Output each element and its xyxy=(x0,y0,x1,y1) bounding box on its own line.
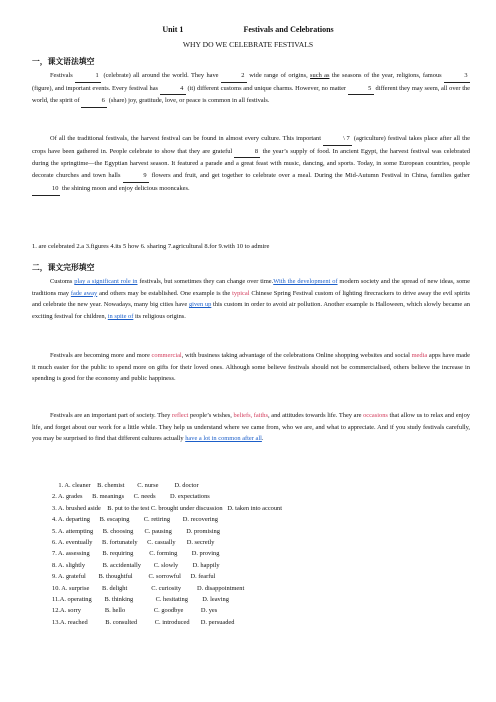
answer-blank: 9 xyxy=(123,170,149,183)
section-2-paragraph-2: Festivals are becoming more and more commercial, with business taking advantage of the celebrations Online shopping websites and social media apps have made it much easier for the public to spend more on gifts for their loved ones. Although some believe festivals should not be commercialised, others believe the increase in spending is good for the economy and public happiness. xyxy=(32,352,470,383)
answer-blank: 10 xyxy=(32,183,60,196)
highlighted-phrase: fade away xyxy=(70,289,98,297)
underlined-phrase: such as xyxy=(310,72,330,79)
highlighted-phrase: With the development of xyxy=(273,278,338,285)
option-row: 12.A. sorry B. hello C. goodbye D. yes xyxy=(52,607,218,615)
answer-blank: 4 xyxy=(160,83,186,96)
unit-title: Festivals and Celebrations xyxy=(243,25,334,34)
highlighted-word: occasions xyxy=(363,412,388,419)
answer-blank: 2 xyxy=(221,70,247,83)
unit-heading xyxy=(0,25,496,34)
section-2-paragraph-3: Festivals are an important part of society. They reflect people’s wishes, beliefs, faiths, and attitudes towards life. They are occasions that allow us to relax and enjoy life, and forget about our work for a little while. They help us understand where we came from, who we are, and what to appreciate. And if you study festivals carefully, you may be surprised to find that different cultures actually have a lot in common after all. xyxy=(32,412,470,443)
section-1-paragraph-1: Festivals 1 (celebrate) all around the world. They have 2 wide range of origins, such as the seasons of the year, religions, famous 3 (figure), and important events. Every festival has 4 (it) different customs and unique charms. However, no matter 5 different they may seem, all over the world, the spirit of 6 (share) joy, gratitude, love, or peace is common in all festivals. xyxy=(32,70,470,108)
highlighted-word: commercial xyxy=(151,352,182,359)
option-row: 5. A. attempting B. choosing C. pausing D. promising xyxy=(52,527,220,535)
section-2-paragraph-1: Customs play a significant role in festivals, but sometimes they can change over time.With the development of modern society and the spread of new ideas, some traditions may fade away and others may be established. One example is the typical Chinese Spring Festival custom of lighting firecrackers to drive away the evil spirits and celebrate the new year. Nowadays, many big cities have given up this custom in order to avoid air pollution. Another example is Halloween, which slowly became an exciting festival for children, in spite of its religious origins. xyxy=(32,278,471,321)
answer-key: 1. are celebrated 2.a 3.figures 4.its 5 how 6. sharing 7.agricultural 8.for 9.with 10 to admire xyxy=(32,243,270,250)
highlighted-word: reflect xyxy=(172,412,189,419)
option-row: 3. A. brushed aside B. put to the test C. brought under discussion D. taken into account xyxy=(52,504,283,512)
highlighted-word: typical xyxy=(232,289,250,297)
option-row: 2. A. grades B. meanings C. needs D. expectations xyxy=(52,493,210,501)
options-list xyxy=(52,480,282,628)
option-row: 4. A. departing B. escaping C. retiring D. recovering xyxy=(52,516,218,524)
option-row: 7. A. assessing B. requiring C. forming D. proving xyxy=(52,550,220,558)
answer-blank: 5 xyxy=(348,83,374,96)
highlighted-phrase: given up xyxy=(188,301,212,309)
section-1-paragraph-2: Of all the traditional festivals, the harvest festival can be found in almost every culture. This important \ 7 (agriculture) festival takes place after all the crops have been gathered in. People celebrate to show that they are grateful 8 the year’s supply of food. In ancient Egypt, the harvest festival was celebrated during the springtime—the Egyptian harvest season. It featured a parade and a great feast with music, dancing, and sports. Today, in some European countries, people decorate churches and town halls 9 flowers and fruit, and get together to celebrate over a meal. During the Mid-Autumn Festival in China, families gather 10 the shining moon and enjoy delicious mooncakes. xyxy=(32,133,470,196)
option-row: 1. A. cleaner B. chemist C. nurse D. doctor xyxy=(52,482,199,489)
highlighted-phrase: in spite of xyxy=(107,313,134,321)
section-1-title: 一，课文语法填空 xyxy=(32,57,95,66)
option-row: 8. A. slightly B. accidentally C. slowly D. happily xyxy=(52,561,220,569)
answer-blank: 6 xyxy=(81,95,107,108)
option-row: 11.A. operating B. thinking C. hesitating D. leaving xyxy=(52,596,229,604)
answer-blank: 1 xyxy=(75,70,101,83)
section-2-title: 二，课文完形填空 xyxy=(32,263,95,272)
option-row: 9. A. grateful B. thoughtful C. sorrowful D. fearful xyxy=(52,573,216,581)
option-row: 13.A. reached B. consulted C. introduced D. persuaded xyxy=(52,618,235,626)
highlighted-word: media xyxy=(411,352,428,359)
option-row: 10. A. surprise B. delight C. curiosity D. disappointment xyxy=(52,584,245,592)
unit-number: Unit 1 xyxy=(162,25,184,34)
option-row: 6. A. eventually B. fortunately C. casually D. secretly xyxy=(52,539,215,547)
highlighted-word: beliefs, faiths xyxy=(233,412,268,419)
answer-blank: 8 xyxy=(234,146,260,159)
answer-blank: \ 7 xyxy=(323,133,352,146)
highlighted-phrase: play a significant role in xyxy=(74,278,138,285)
highlighted-phrase: have a lot in common after all xyxy=(185,435,262,443)
answer-blank: 3 xyxy=(444,70,470,83)
passage-title: WHY DO WE CELEBRATE FESTIVALS xyxy=(182,40,314,49)
